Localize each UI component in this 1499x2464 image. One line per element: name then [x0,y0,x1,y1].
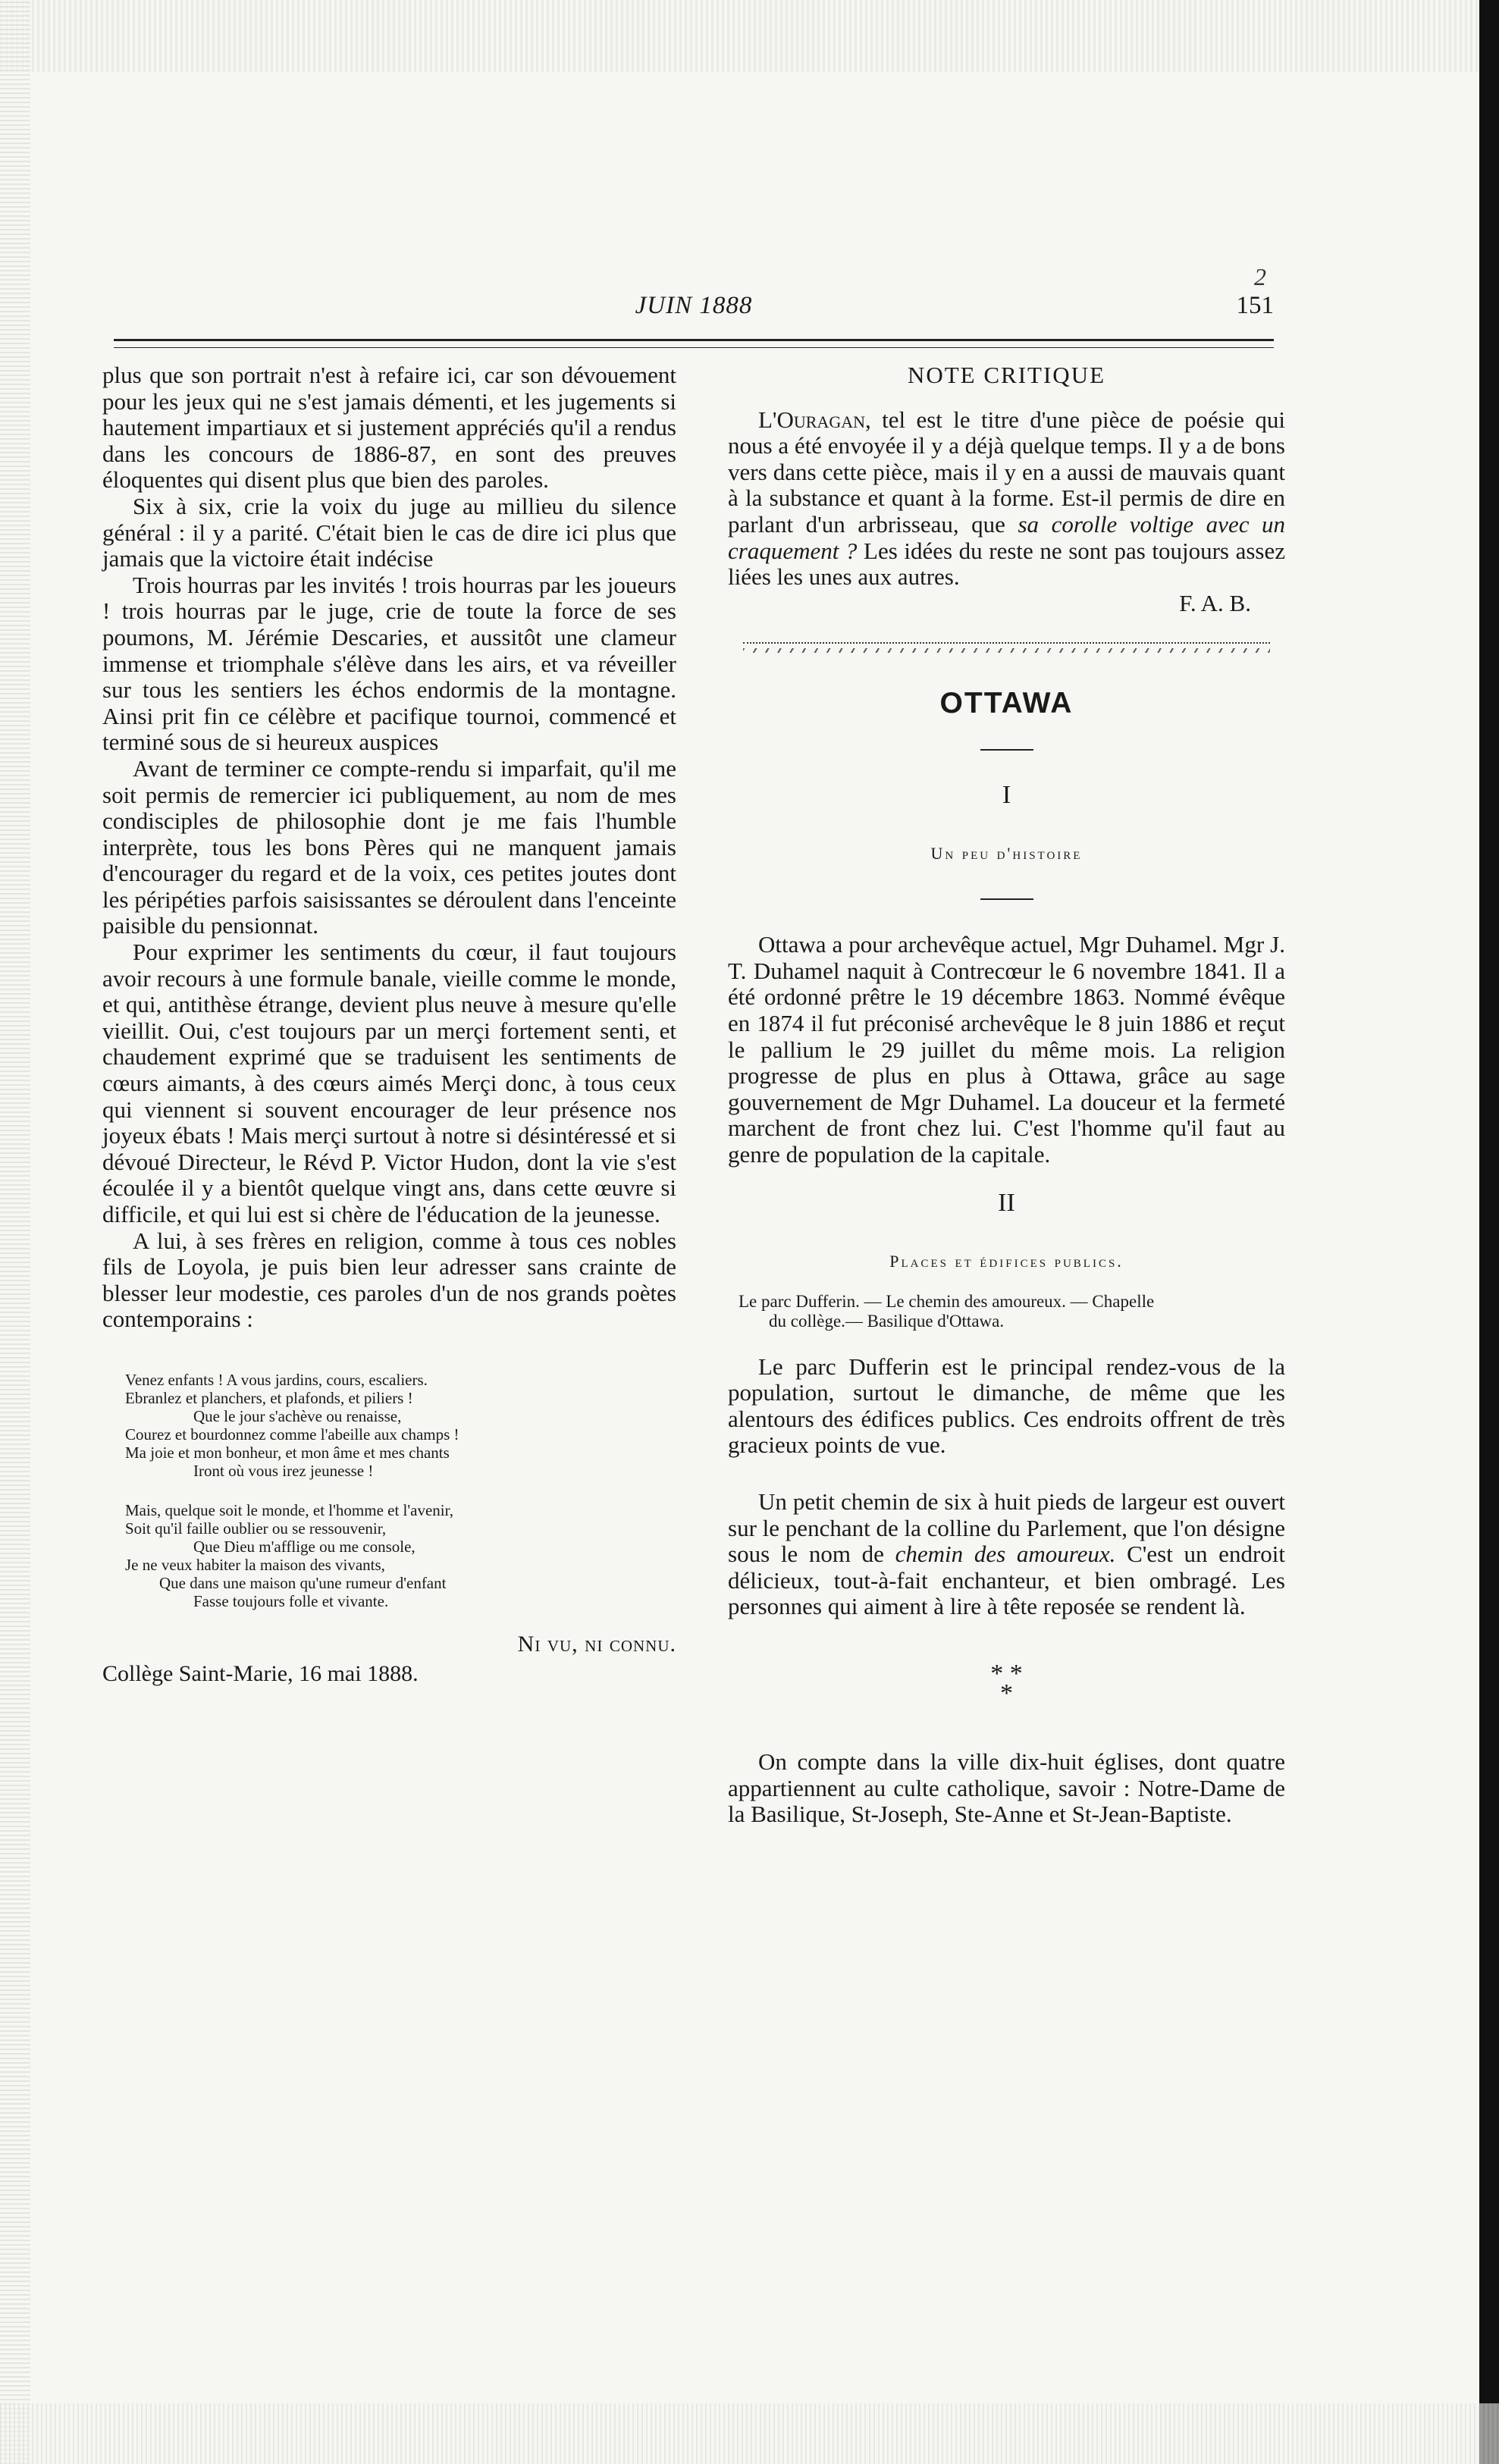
paragraph [728,1489,1285,1620]
scan-edge-top [0,0,1499,72]
note-lead: L'Ouragan, [758,406,871,433]
paragraph: On compte dans la ville dix-huit églises, dont quatre appartiennent au culte catholique, savoir : Notre-Dame de la Basilique, St-Joseph, Ste-Anne et St-Jean-Baptiste. [728,1748,1285,1828]
poem-line: Venez enfants ! A vous jardins, cours, escaliers. [125,1370,428,1389]
poem-stanza [125,1501,656,1610]
dateline: Collège Saint-Marie, 16 mai 1888. [102,1660,419,1686]
paragraph: Trois hourras par les invités ! trois hourras par les joueurs ! trois hourras par le juge, crie de toute la force de ses poumons, M. Jérémie Descaries, et aussitôt une clameur immense et triomphale s'élève dans les airs, et va réveiller sur tous les sentiers les échos endormis de la montagne. Ainsi prit fin ce célèbre et pacifique tournoi, commencé et terminé sous de si heureux auspices [102,571,676,756]
poem-line: Que dans une maison qu'une rumeur d'enfant [159,1573,447,1592]
paragraph: Six à six, crie la voix du juge au millieu du silence général : il y a parité. C'était bien le cas de dire ici plus que jamais que la victoire était indécise [102,492,676,572]
asterism [728,1660,1285,1707]
section-heading: Places et édifices publics. [889,1252,1124,1271]
scan-edge-right [1479,0,1499,2464]
text-run: C'est un endroit délicieux, tout-à-fait enchanteur, et bien ombragé. Les personnes qui aiment à lire à tête reposée se rendent là. [728,1541,1285,1620]
paragraph: Ottawa a pour archevêque actuel, Mgr Duhamel. Mgr J. T. Duhamel naquit à Contrecœur le 6 novembre 1841. Il a été ordonné prêtre le 19 décembre 1863. Nommé évêque en 1874 il fut préconisé archevêque le 8 juin 1886 et reçut le pallium le 29 juillet du même mois. La religion progresse de plus en plus à Ottawa, grâce au sage gouvernement de Mgr Duhamel. La douceur et la fermeté marchent de front chez lui. C'est l'homme qu'il faut au genre de population de la capitale. [728,931,1285,1168]
note-body: tel est le titre d'une pièce de poésie qui nous a été envoyée il y a déjà quelque temps. Il y a de bons vers dans cette pièce, mais il y en a aussi de mauvais quant à la substance et quant à la forme. Est-il permis de dire en parlant d'un arbrisseau, que [728,406,1285,538]
summary-line: Le parc Dufferin. — Le chemin des amoureux. — Chapelle [739,1291,1155,1311]
poem-line: Iront où vous irez jeunesse ! [193,1461,374,1480]
header-rule [114,339,1274,348]
poem-line: Mais, quelque soit le monde, et l'homme et l'avenir, [125,1500,454,1519]
poem-line: Que le jour s'achève ou renaisse, [193,1406,402,1425]
section-heading: Un peu d'histoire [930,843,1083,863]
text-run: Un petit chemin de six à huit pieds de largeur est ouvert sur le penchant de la colline du Parlement, que l'on désigne sous le nom de [728,1488,1285,1568]
summary-line: du collège.— Basilique d'Ottawa. [769,1311,1005,1331]
title-rule [980,749,1033,751]
poem-line: Courez et bourdonnez comme l'abeille aux champs ! [125,1425,459,1444]
paragraph: Pour exprimer les sentiments du cœur, il faut toujours avoir recours à une formule banale, vieille comme le monde, et qui, antithèse étrange, devient plus neuve à mesure qu'elle vieillit. Oui, c'est toujours par un merçi fortement senti, et chaudement exprimé que se traduisent les sentiments de cœurs aimants, à des cœurs aimés Merçi donc, à tous ceux qui viennent si souvent encourager de leur présence nos joyeux ébats ! Mais merçi surtout à notre si désintéressé et si dévoué Directeur, le Révd P. Victor Hudon, dont la vie s'est écoulée il y a bientôt quelque vingt ans, dans cette œuvre si difficile, et qui lui est si chère de l'éducation de la jeunesse. [102,939,676,1227]
note-critique-text [728,407,1285,591]
section-numeral: I [1002,780,1011,809]
section-numeral: II [998,1189,1015,1218]
section-rule [980,898,1033,900]
paragraph: Le parc Dufferin est le principal rendez-vous de la population, surtout le dimanche, de même que les alentours des édifices publics. Ces endroits offrent de très gracieux points de vue. [728,1353,1285,1459]
poem-line: Que Dieu m'afflige ou me console, [193,1537,416,1556]
poem-line: Fasse toujours folle et vivante. [193,1591,389,1610]
note-critique-title: NOTE CRITIQUE [907,362,1106,388]
asterism-top: * * [990,1660,1023,1688]
ottawa-title: OTTAWA [939,687,1074,720]
poem-line: Ma joie et mon bonheur, et mon âme et mes chants [125,1443,450,1462]
poem-stanza [125,1371,656,1480]
right-column [728,362,1285,1828]
poem-quote [125,1371,656,1610]
paragraph-gap [728,1459,1285,1489]
poem-line: Soit qu'il faille oublier ou se ressouvenir, [125,1519,387,1538]
left-column [102,362,676,1687]
note-body-end: Les idées du reste ne sont pas toujours assez liées les unes aux autres. [728,537,1285,591]
author-signature: Ni vu, ni connu. [517,1631,676,1657]
text-run-italic: chemin des amoureux. [895,1541,1116,1568]
paragraph: plus que son portrait n'est à refaire ici, car son dévouement pour les jeux qui ne s'est jamais démenti, et les jugements si hautement impartiaux et si justement appréciés qu'il a rendus dans les concours de 1886-87, en sont des preuves éloquentes qui disent plus que bien des paroles. [102,362,676,494]
running-head: JUIN 1888 [635,292,753,319]
paragraph: Avant de terminer ce compte-rendu si imparfait, qu'il me soit permis de remercier ici publiquement, au nom de mes condisciples de philosophie dont je me fais l'humble interprète, tous les bons Pères qui ne manquent jamais d'encourager du regard et de la voix, ces petites joutes dont les péripéties parfois saisissantes se déroulent dans l'enceinte paisible du pensionnat. [102,754,676,939]
poem-line: Ebranlez et planchers, et plafonds, et piliers ! [125,1388,413,1407]
note-quote: sa corolle voltige avec un craquement ? [728,510,1285,564]
section-summary [728,1292,1285,1331]
folio-mark: 2 [1254,263,1266,290]
paragraph: A lui, à ses frères en religion, comme à tous ces nobles fils de Loyola, je puis bien leur adresser sans crainte de blesser leur modestie, ces paroles d'un de nos grands poètes contemporains : [102,1227,676,1333]
page-header [114,263,1274,330]
page-number: 151 [1236,292,1274,319]
scan-edge-bottom [0,2403,1499,2464]
asterism-bottom: * [1000,1679,1013,1707]
poem-line: Je ne veux habiter la maison des vivants, [125,1555,385,1574]
note-signature: F. A. B. [1179,589,1251,616]
scan-edge-left [0,0,30,2464]
section-divider [743,642,1270,663]
